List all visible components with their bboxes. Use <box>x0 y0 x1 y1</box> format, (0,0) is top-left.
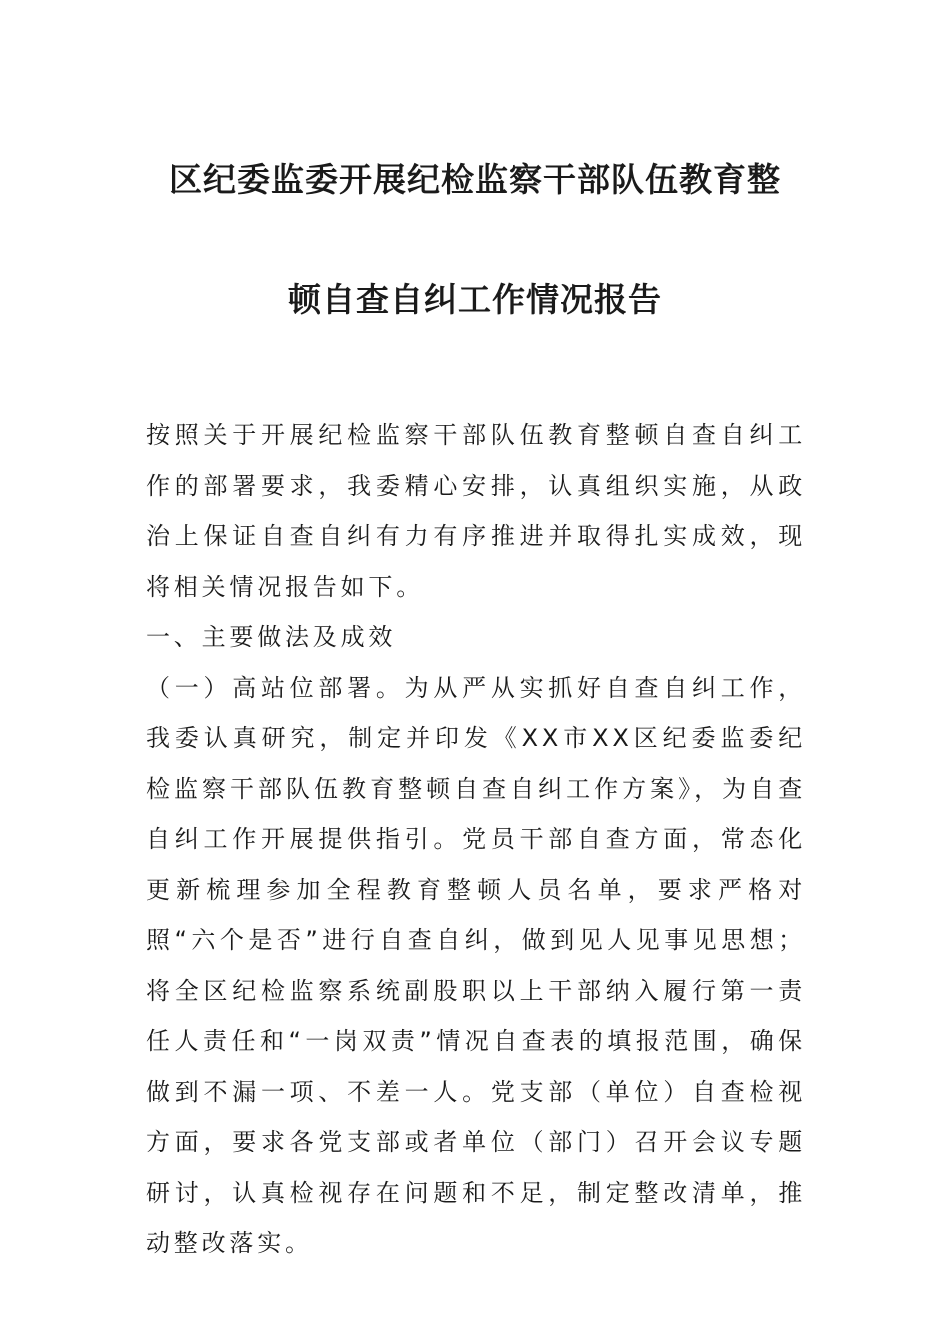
intro-paragraph: 按照关于开展纪检监察干部队伍教育整顿自查自纠工作的部署要求，我委精心安排，认真组织实施，从政治上保证自查自纠有力有序推进并取得扎实成效，现将相关情况报告如下。 <box>146 421 806 601</box>
document-body <box>146 410 806 1269</box>
subsection-paragraph: （一）高站位部署。为从严从实抓好自查自纠工作，我委认真研究，制定并印发《XX市XX区纪委监委纪检监察干部队伍教育整顿自查自纠工作方案》，为自查自纠工作开展提供指引。党员干部自查方面，常态化更新梳理参加全程教育整顿人员名单，要求严格对照“六个是否”进行自查自纠，做到见人见事见思想；将全区纪检监察系统副股职以上干部纳入履行第一责任人责任和“一岗双责”情况自查表的填报范围，确保做到不漏一项、不差一人。党支部（单位）自查检视方面，要求各党支部或者单位（部门）召开会议专题研讨，认真检视存在问题和不足，制定整改清单，推动整改落实。 <box>146 673 806 1257</box>
section-heading: 一、主要做法及成效 <box>146 623 397 651</box>
document-title-line-1: 区纪委监委开展纪检监察干部队伍教育整 <box>169 160 781 199</box>
document-title-line-2: 顿自查自纠工作情况报告 <box>288 280 662 319</box>
